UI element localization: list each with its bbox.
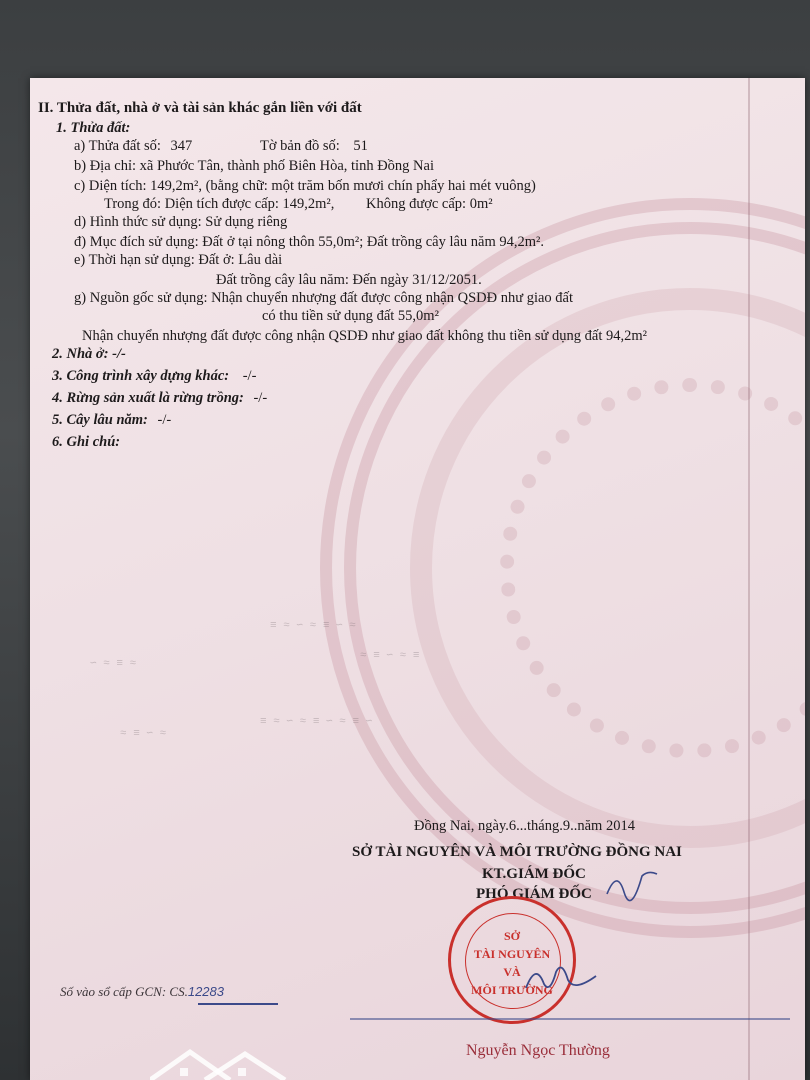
bleed-through-mark: ≈ ≡ ∽ ≈	[120, 728, 167, 740]
stamp-line-3: VÀ	[503, 965, 521, 979]
area-not-granted: Không được cấp: 0m²	[366, 196, 493, 212]
house-item: 2. Nhà ở: -/-	[52, 346, 126, 362]
parcel-number-label: a) Thửa đất số:	[74, 138, 161, 154]
map-sheet	[260, 138, 368, 155]
address: b) Địa chỉ: xã Phước Tân, thành phố Biên Hòa, tỉnh Đồng Nai	[74, 158, 434, 174]
area: c) Diện tích: 149,2m², (bằng chữ: một trăm bốn mươi chín phẩy hai mét vuông)	[74, 178, 536, 194]
usage-origin-paid: có thu tiền sử dụng đất 55,0m²	[262, 308, 439, 324]
forest-label: 4. Rừng sản xuất là rừng trồng:	[52, 390, 244, 406]
usage-term: e) Thời hạn sử dụng: Đất ở: Lâu dài	[74, 252, 283, 268]
parcel-number	[74, 138, 192, 155]
registry-underline	[198, 1003, 278, 1005]
other-works-label: 3. Công trình xây dựng khác:	[52, 368, 230, 384]
perennial-trees-item	[52, 412, 171, 429]
usage-origin: g) Nguồn gốc sử dụng: Nhận chuyển nhượng đất được công nhận QSDĐ như giao đất	[74, 290, 574, 306]
page-fold	[748, 78, 750, 1080]
place-date: Đồng Nai, ngày.6...tháng.9..năm 2014	[414, 818, 635, 834]
signatory-role-2: PHÓ GIÁM ĐỐC	[476, 886, 592, 902]
other-works-value: -/-	[242, 368, 257, 384]
initial-signature-icon	[602, 864, 662, 904]
signature-icon	[522, 958, 602, 998]
registry-number-label: Số vào sổ cấp GCN: CS.	[60, 984, 188, 999]
bleed-through-mark: ≡ ≈ ∽ ≈ ≡ ∽ ≈	[270, 620, 356, 632]
map-sheet-label: Tờ bản đồ số:	[260, 138, 340, 154]
bleed-through-mark: ≡ ≈ ∽ ≈ ≡ ∽ ≈ ≡ ∽	[260, 716, 373, 728]
certificate-page	[30, 78, 805, 1080]
parcel-number-value: 347	[170, 138, 193, 154]
forest-item	[52, 390, 267, 407]
house-watermark-icon	[150, 1040, 300, 1080]
notes-item: 6. Ghi chú:	[52, 434, 121, 450]
signatory-name: Nguyễn Ngọc Thường	[466, 1042, 610, 1059]
stamp-line-4: MÔI TRƯỜNG	[471, 983, 553, 997]
usage-form: d) Hình thức sử dụng: Sử dụng riêng	[74, 214, 288, 230]
stamp-line-2: TÀI NGUYÊN	[473, 947, 551, 961]
issuing-department: SỞ TÀI NGUYÊN VÀ MÔI TRƯỜNG ĐỒNG NAI	[352, 844, 682, 860]
other-works-item	[52, 368, 256, 385]
stamp-line-1: SỞ	[503, 929, 520, 943]
signature-underline	[350, 1018, 790, 1020]
signatory-role-1: KT.GIÁM ĐỐC	[482, 866, 586, 882]
section-title: II. Thửa đất, nhà ở và tài sản khác gắn liền với đất	[38, 100, 362, 116]
land-heading: 1. Thửa đất:	[56, 120, 131, 136]
area-granted: Trong đó: Diện tích được cấp: 149,2m²,	[104, 196, 335, 212]
perennial-trees-label: 5. Cây lâu năm:	[52, 412, 148, 428]
perennial-trees-value: -/-	[157, 412, 172, 428]
usage-purpose: đ) Mục đích sử dụng: Đất ở tại nông thôn 55,0m²; Đất trồng cây lâu năm 94,2m².	[74, 234, 545, 250]
usage-origin-unpaid: Nhận chuyển nhượng đất được công nhận QSDĐ như giao đất không thu tiền sử dụng đất 94,2m²	[82, 328, 647, 344]
forest-value: -/-	[253, 390, 268, 406]
registry-number	[60, 984, 224, 1000]
bleed-through-mark: ≈ ≡ ∽ ≈ ≡	[360, 650, 420, 662]
bleed-through-mark: ∽ ≈ ≡ ≈	[90, 658, 137, 670]
usage-term-perennial: Đất trồng cây lâu năm: Đến ngày 31/12/2051.	[216, 272, 482, 288]
registry-number-value: 12283	[187, 984, 224, 999]
map-sheet-value: 51	[353, 138, 368, 154]
